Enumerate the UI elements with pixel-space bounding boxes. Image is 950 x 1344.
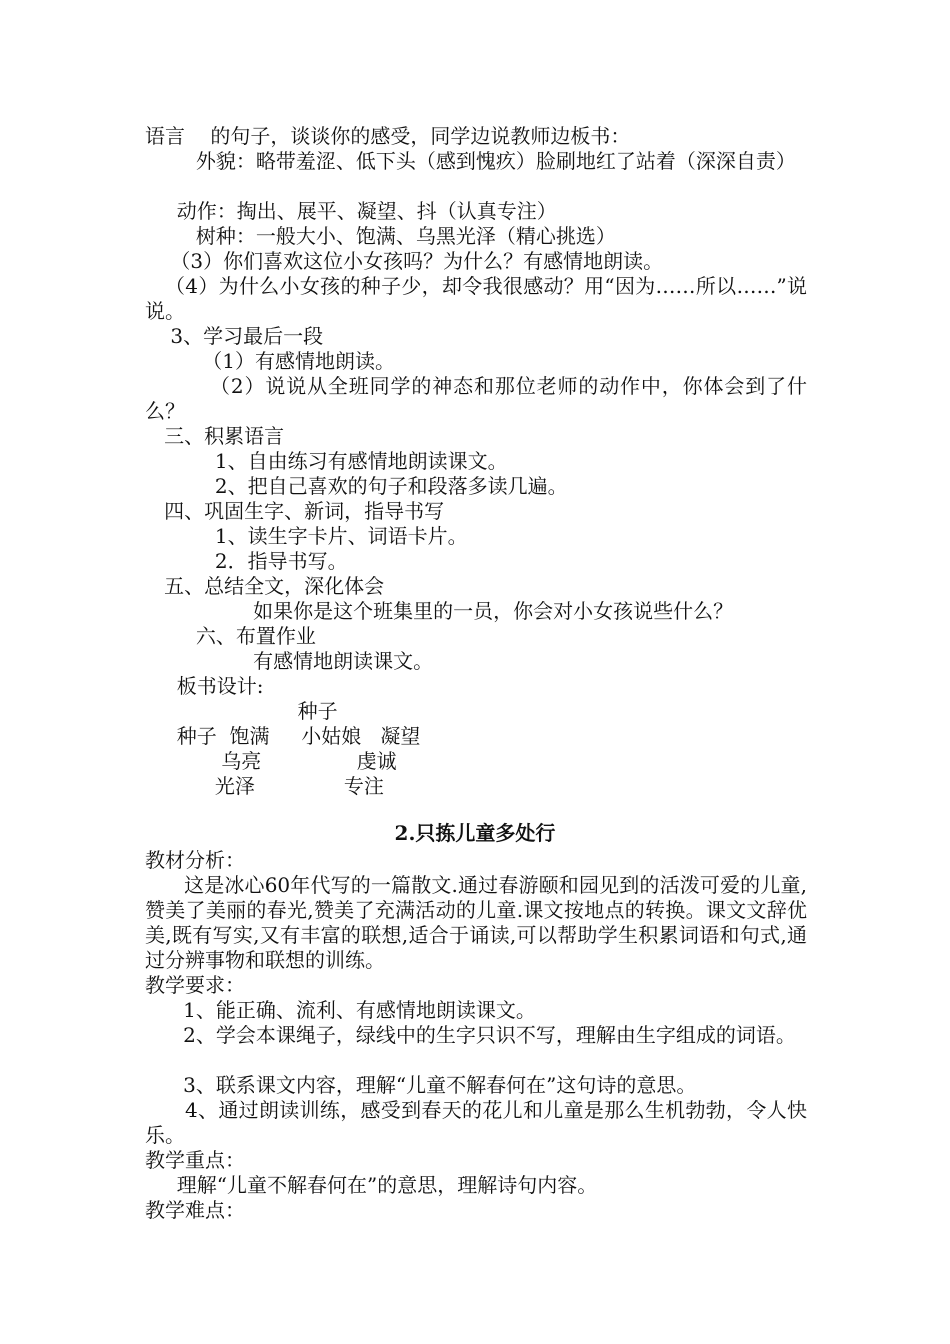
text-line: 动作：掏出、展平、凝望、抖（认真专注） xyxy=(145,199,557,223)
board-row: 光泽 专注 xyxy=(145,774,384,798)
text-line: 3、学习最后一段 xyxy=(145,324,324,348)
requirement-item: 4、通过朗读训练，感受到春天的花儿和儿童是那么生机勃勃，令人快乐。 xyxy=(145,1098,807,1147)
label-difficulties: 教学难点： xyxy=(145,1198,245,1222)
section-heading: 三、积累语言 xyxy=(145,424,285,448)
board-row: 乌亮 虔诚 xyxy=(145,749,397,773)
text-line: 如果你是这个班集里的一员，你会对小女孩说些什么？ xyxy=(145,599,734,623)
text-line: 1、自由练习有感情地朗读课文。 xyxy=(145,449,508,473)
text-line: （1）有感情地朗读。 xyxy=(145,349,395,373)
section-heading: 四、巩固生字、新词，指导书写 xyxy=(145,499,445,523)
requirement-item: 1、能正确、流利、有感情地朗读课文。 xyxy=(145,998,536,1022)
text-line: 2．指导书写。 xyxy=(145,549,348,573)
board-design-label: 板书设计: xyxy=(145,674,264,698)
text-line: 1、读生字卡片、词语卡片。 xyxy=(145,524,468,548)
text-line: 2、把自己喜欢的句子和段落多读几遍。 xyxy=(145,474,568,498)
section-heading: 五、总结全文，深化体会 xyxy=(145,574,385,598)
text-paragraph: 外貌：略带羞涩、低下头（感到愧疚）脸刷地红了站着（深深自责） xyxy=(145,149,796,173)
key-points-text: 理解“儿童不解春何在”的意思，理解诗句内容。 xyxy=(145,1173,598,1197)
analysis-paragraph: 这是冰心60年代写的一篇散文.通过春游颐和园见到的活泼可爱的儿童,赞美了美丽的春光,赞美了充满活动的儿童.课文按地点的转换。课文文辞优美,既有写实,又有丰富的联想,适合于诵读,可以帮助学生积累词语和句式,通过分辨事物和联想的训练。 xyxy=(145,873,807,972)
lesson-title: 2.只拣儿童多处行 xyxy=(394,821,556,845)
label-key-points: 教学重点： xyxy=(145,1148,245,1172)
text-line: 有感情地朗读课文。 xyxy=(145,649,434,673)
label-analysis: 教材分析： xyxy=(145,848,245,872)
section-heading: 六、布置作业 xyxy=(145,624,316,648)
board-row: 种子 饱满 小姑娘 凝望 xyxy=(145,724,421,748)
text-line: （3）你们喜欢这位小女孩吗？为什么？有感情地朗读。 xyxy=(145,249,664,273)
text-line: 树种：一般大小、饱满、乌黑光泽（精心挑选） xyxy=(145,224,616,248)
board-row: 种子 xyxy=(145,699,338,723)
requirement-item: 2、学会本课绳子，绿线中的生字只识不写，理解由生字组成的词语。 xyxy=(145,1023,796,1047)
requirement-item: 3、联系课文内容，理解“儿童不解春何在”这句诗的意思。 xyxy=(145,1073,697,1097)
text-line: 语言 的句子，谈谈你的感受，同学边说教师边板书： xyxy=(145,124,631,148)
text-paragraph: （4）为什么小女孩的种子少，却令我很感动？用“因为……所以……”说说。 xyxy=(145,274,807,323)
text-paragraph: （2）说说从全班同学的神态和那位老师的动作中，你体会到了什么？ xyxy=(145,374,807,423)
label-requirements: 教学要求： xyxy=(145,973,245,997)
